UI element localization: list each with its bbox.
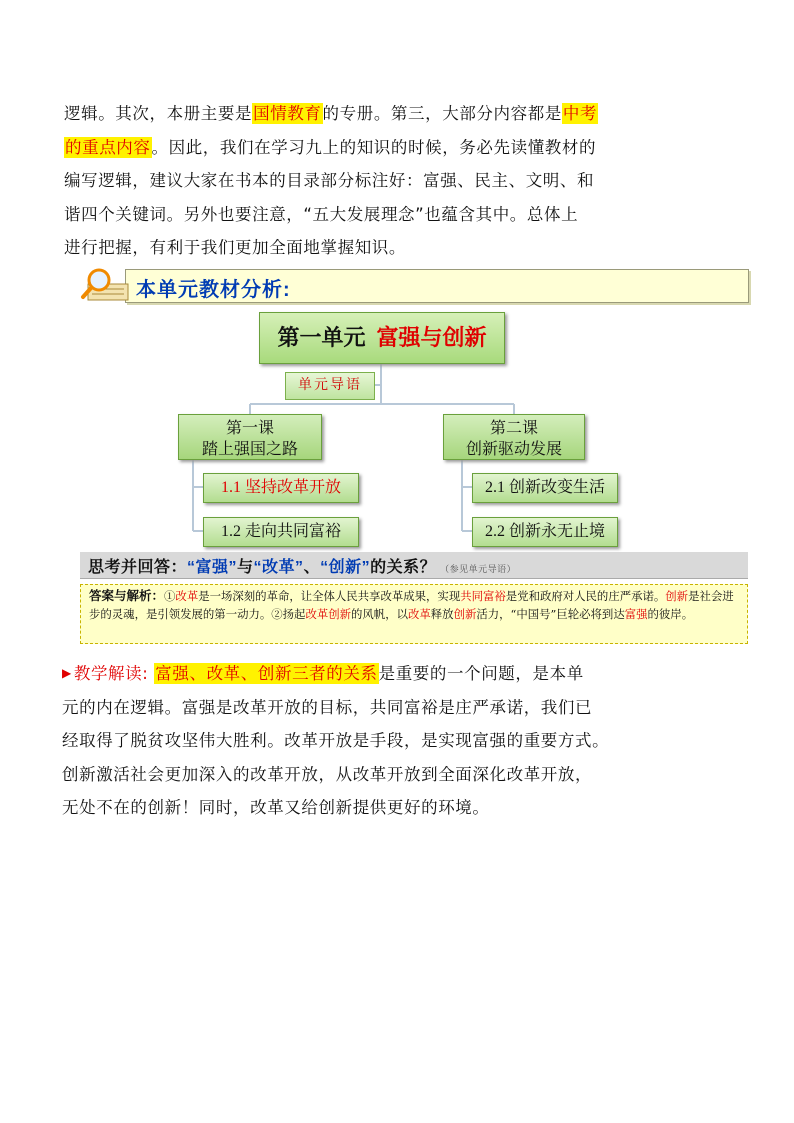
unit-theme-b: 创新 [442, 325, 487, 350]
topic-2-2-node: 2.2 创新永无止境 [472, 517, 618, 547]
answer-label: 答案与解析： [89, 589, 165, 603]
answer-box [80, 584, 748, 644]
answer-keyword: 创新 [665, 589, 689, 603]
section-title: 本单元教材分析: [136, 279, 291, 301]
question-keyword: “富强” [187, 559, 238, 576]
intro-text: 。因此，我们在学习九上的知识的时候，务必先读懂教材的 [151, 137, 597, 157]
highlight-exam: 中考 [562, 104, 598, 123]
lesson-1-title: 踏上强国之路 [201, 441, 298, 458]
intro-line: 谐四个关键词。另外也要注意，“五大发展理念”也蕴含其中。总体上 [64, 204, 579, 224]
intro-text: 逻辑。其次，本册主要是 [64, 104, 253, 123]
question-keyword: “创新” [320, 559, 371, 576]
diagram-connectors [0, 0, 794, 560]
triangle-marker-icon: ▶ [62, 666, 72, 680]
unit-guide-node: 单元导语 [285, 372, 375, 400]
teaching-label: 教学解读 [73, 664, 143, 683]
topic-1-2-node: 1.2 走向共同富裕 [203, 517, 359, 547]
teaching-paragraph [62, 657, 682, 825]
teaching-colon: : [142, 664, 149, 683]
unit-theme-a: 富强与 [376, 325, 443, 350]
question-connector: 与 [237, 559, 254, 576]
lesson-2-node [443, 414, 585, 460]
topic-1-1-node: 1.1 坚持改革开放 [203, 473, 359, 503]
topic-2-1-node: 2.1 创新改变生活 [472, 473, 618, 503]
highlight-relationship: 富强、改革、创新三者的关系 [155, 664, 378, 683]
answer-text: ① [164, 589, 176, 603]
teaching-line: 元的内在逻辑。富强是改革开放的目标，共同富裕是庄严承诺，我们已 [62, 697, 593, 717]
intro-text: 的专册。第三，大部分内容都是 [322, 104, 562, 123]
answer-text: 的风帆，以 [351, 606, 408, 621]
teaching-line: 创新激活社会更加深入的改革开放，从改革开放到全面深化改革开放， [62, 764, 593, 784]
answer-keyword: 改革 [407, 606, 431, 621]
answer-keyword: 创新 [453, 606, 477, 621]
teaching-line: 无处不在的创新！同时，改革又给创新提供更好的环境。 [62, 798, 490, 817]
lesson-2-title: 创新驱动发展 [465, 441, 562, 458]
question-connector: 的关系？ [370, 559, 437, 576]
question-label: 思考并回答： [88, 559, 188, 576]
question-bar [80, 552, 748, 579]
question-connector: 、 [303, 559, 321, 576]
teaching-line: 经取得了脱贫攻坚伟大胜利。改革开放是手段，是实现富强的重要方式。 [62, 731, 610, 750]
answer-text: 是社会进步的灵魂，是引领发展的第一动力。②扬起 [89, 589, 734, 621]
question-note: （参见单元导语） [440, 564, 517, 574]
answer-keyword: 富强 [624, 606, 648, 621]
intro-line: 进行把握，有利于我们更加全面地掌握知识。 [64, 238, 406, 257]
lesson-1-number: 第一课 [225, 420, 274, 437]
answer-text: 活力，“中国号”巨轮必将到达 [476, 606, 625, 621]
answer-keyword: 改革创新 [305, 606, 352, 621]
question-keyword: “改革” [253, 559, 304, 576]
answer-text: 释放 [430, 606, 454, 621]
highlight-national-education: 国情教育 [253, 104, 322, 123]
highlight-key-content: 的重点内容 [65, 137, 151, 157]
question-text [88, 554, 516, 577]
intro-line: 编写逻辑，建议大家在书本的目录部分标注好：富强、民主、文明、和 [64, 171, 595, 190]
answer-keyword: 共同富裕 [460, 589, 506, 603]
answer-text: 是一场深刻的革命，让全体人民共享改革成果，实现 [198, 589, 461, 603]
lesson-1-node [178, 414, 322, 460]
lesson-2-number: 第二课 [489, 420, 538, 437]
unit-title-node [259, 312, 505, 364]
unit-label: 第一单元 [277, 325, 377, 350]
answer-text: 是党和政府对人民的庄严承诺。 [505, 589, 666, 603]
teaching-line [62, 657, 682, 691]
teaching-text: 是重要的一个问题，是本单 [378, 664, 584, 683]
answer-text: 的彼岸。 [647, 606, 694, 621]
answer-keyword: 改革 [175, 589, 199, 603]
